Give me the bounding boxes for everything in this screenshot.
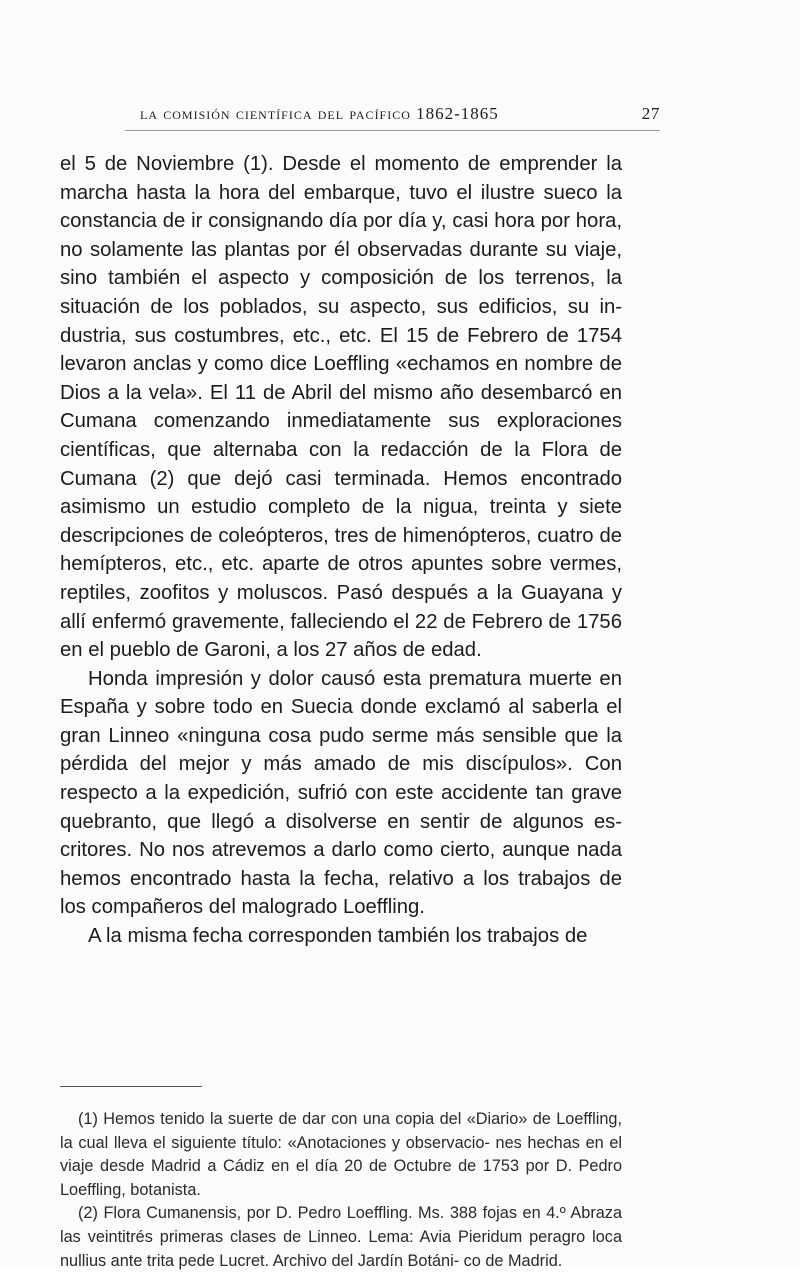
footnote-divider (60, 1086, 202, 1087)
paragraph-1: el 5 de Noviembre (1). Desde el momento de emprender la marcha hasta la hora del embarque, tuvo el ilustre sueco la constancia de ir consignando día por día y, casi hora por hora, no solamente las plantas por él observadas durante su viaje, sino también el aspecto y composición de los terrenos, la situación de los poblados, su aspecto, sus edificios, su in- dustria, sus costumbres, etc., etc. El 15 de Febrero de 1754 levaron anclas y como dice Loeffling «echamos en nombre de Dios a la vela». El 11 de Abril del mismo año desembarcó en Cumana comenzando inmediatamente sus exploraciones científicas, que alternaba con la redacción de la Flora de Cumana (2) que dejó casi terminada. Hemos encontrado asimismo un estudio completo de la nigua, treinta y siete descripciones de coleópteros, tres de himenópteros, cuatro de hemípteros, etc., etc. aparte de otros apuntes sobre vermes, reptiles, zoofitos y moluscos. Pasó después a la Guayana y allí enfermó gravemente, falleciendo el 22 de Febrero de 1756 en el pueblo de Garoni, a los 27 años de edad. (60, 153, 622, 662)
footnote-2: (2) Flora Cumanensis, por D. Pedro Loeffling. Ms. 388 fojas en 4.º Abraza las veintitrés primeras clases de Linneo. Lema: Avia Pieridum peragro loca nullius ante trita pede Lucret. Archivo del Jardín Botáni- co de Madrid. (60, 1204, 622, 1270)
body-text (60, 150, 622, 951)
paragraph-3: A la misma fecha corresponden también los trabajos de (88, 925, 588, 948)
running-head (125, 98, 660, 131)
footnotes (60, 1108, 622, 1273)
footnote-1: (1) Hemos tenido la suerte de dar con una copia del «Diario» de Loeffling, la cual lleva el siguiente título: «Anotaciones y observacio- nes hechas en el viaje desde Madrid a Cádiz en el día 20 de Octubre de 1753 por D. Pedro Loeffling, botanista. (60, 1110, 622, 1199)
running-head-title: la comisión científica del pacífico 1862-1865 (140, 104, 499, 123)
paragraph-2: Honda impresión y dolor causó esta prematura muerte en España y sobre todo en Suecia donde exclamó al saberla el gran Linneo «ninguna cosa pudo serme más sensible que la pérdida del mejor y más amado de mis discípulos». Con respecto a la expedición, sufrió con este accidente tan grave quebranto, que llegó a disolverse en sentir de algunos es- critores. No nos atrevemos a darlo como cierto, aunque nada hemos encontrado hasta la fecha, relativo a los trabajos de los compañeros del malogrado Loeffling. (60, 667, 622, 919)
page-number: 27 (641, 104, 660, 123)
